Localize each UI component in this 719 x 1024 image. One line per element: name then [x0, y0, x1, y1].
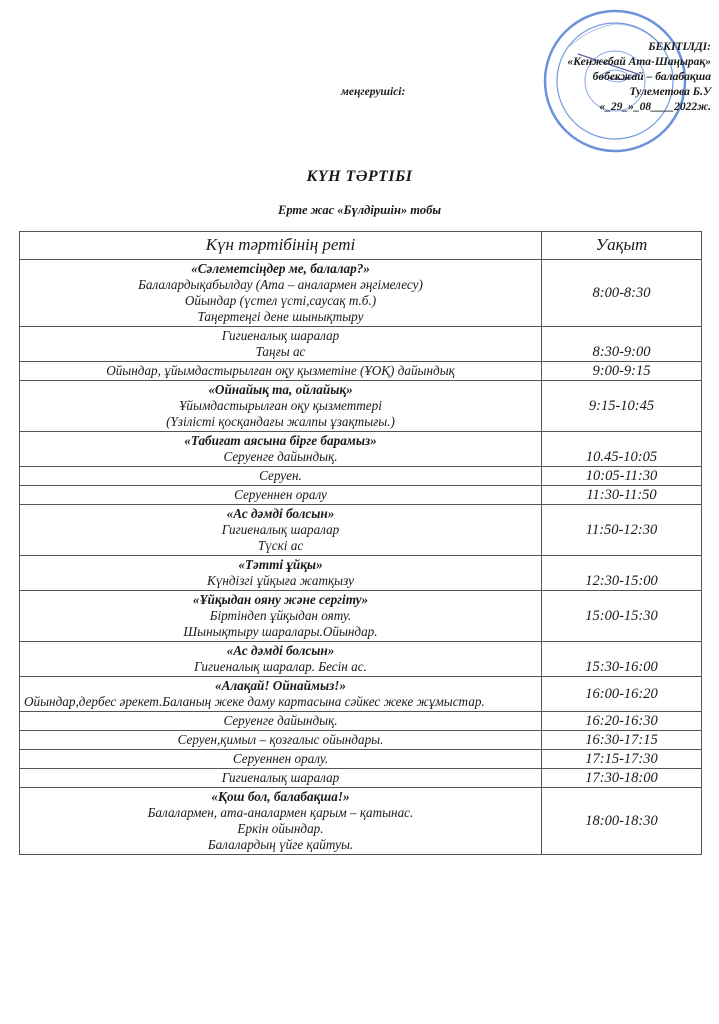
activity-cell [20, 260, 542, 327]
activity-cell [20, 432, 542, 467]
approval-head-line [341, 85, 711, 100]
time-cell: 15:30-16:00 [542, 642, 702, 677]
activity-line: Балалардықабылдау (Ата – аналармен әңгімелесу) [138, 277, 423, 292]
activity-line: (Үзілісті қосқандағы жалпы ұзақтығы.) [166, 414, 395, 429]
activity-line: Гигиеналық шаралар [221, 522, 340, 537]
activity-cell [20, 556, 542, 591]
activity-cell [20, 591, 542, 642]
approval-org-line2: бөбекжай – балабақша [592, 71, 711, 83]
activity-heading: «Ойнайық та, ойлайық» [208, 382, 353, 397]
time-cell: 11:50-12:30 [542, 505, 702, 556]
activity-line: Гигиеналық шаралар [221, 770, 340, 785]
table-row [20, 750, 702, 769]
time-cell: 8:30-9:00 [542, 327, 702, 362]
activity-line: Серуен,қимыл – қозғалыс ойындары. [177, 732, 384, 747]
time-cell: 18:00-18:30 [542, 788, 702, 855]
approval-org-line1: «Кенжебай Ата-Шаңырақ» [567, 56, 711, 68]
activity-cell [20, 677, 542, 712]
activity-cell [20, 731, 542, 750]
activity-line: Серуеннен оралу [234, 487, 327, 502]
time-cell: 15:00-15:30 [542, 591, 702, 642]
time-cell: 16:00-16:20 [542, 677, 702, 712]
activity-line: Шынықтыру шаралары.Ойындар. [183, 624, 378, 639]
activity-cell [20, 750, 542, 769]
activity-heading: «Сәлеметсіңдер ме, балалар?» [191, 261, 370, 276]
table-row [20, 467, 702, 486]
activity-line: Ойындар, ұйымдастырылған оқу қызметіне (ҰОҚ) дайындық [106, 363, 455, 378]
activity-line: Ойындар (үстел үсті,саусақ т.б.) [184, 293, 377, 308]
table-row [20, 381, 702, 432]
time-cell: 9:00-9:15 [542, 362, 702, 381]
table-row [20, 505, 702, 556]
time-cell: 8:00-8:30 [542, 260, 702, 327]
activity-line: Біртіндеп ұйқыдан ояту. [209, 608, 352, 623]
activity-cell [20, 327, 542, 362]
table-row [20, 432, 702, 467]
activity-line: Серуен. [259, 468, 302, 483]
activity-heading: «Табиғат аясына бірге барамыз» [184, 433, 377, 448]
activity-line: Балалардың үйге қайтуы. [207, 837, 354, 852]
time-cell: 16:20-16:30 [542, 712, 702, 731]
activity-cell [20, 712, 542, 731]
activity-cell [20, 486, 542, 505]
time-cell: 10:05-11:30 [542, 467, 702, 486]
table-row [20, 642, 702, 677]
activity-heading: «Алақай! Ойнаймыз!» [215, 678, 346, 693]
header-time: Уақыт [542, 232, 702, 260]
activity-cell [20, 505, 542, 556]
time-cell: 11:30-11:50 [542, 486, 702, 505]
activity-heading: «Ас дәмді болсын» [226, 506, 335, 521]
activity-cell [20, 642, 542, 677]
activity-line: Серуенге дайындық. [223, 449, 338, 464]
approval-head-name: Тулеметова Б.У [629, 86, 711, 98]
activity-cell [20, 788, 542, 855]
approval-date: «_29_»_08____2022ж. [599, 101, 711, 113]
activity-line: Күндізгі ұйқыға жатқызу [206, 573, 355, 588]
table-row [20, 556, 702, 591]
table-row [20, 362, 702, 381]
page-subtitle: Ерте жас «Бүлдіршін» тобы [277, 203, 441, 217]
table-row [20, 788, 702, 855]
activity-line: Таңғы ас [255, 344, 306, 359]
time-cell: 12:30-15:00 [542, 556, 702, 591]
approval-heading: БЕКІТІЛДІ: [648, 41, 711, 53]
activity-cell [20, 467, 542, 486]
schedule-rows [20, 260, 702, 855]
table-row [20, 486, 702, 505]
time-cell: 17:15-17:30 [542, 750, 702, 769]
schedule-table [19, 231, 702, 855]
activity-heading: «Қош бол, балабақша!» [211, 789, 350, 804]
activity-heading: «Ұйқыдан ояну және сергіту» [192, 592, 369, 607]
activity-line: Еркін ойындар. [237, 821, 324, 836]
activity-line: Түскі ас [257, 538, 304, 553]
time-cell: 9:15-10:45 [542, 381, 702, 432]
table-header-row [20, 232, 702, 260]
table-row [20, 327, 702, 362]
activity-heading: «Тәтті ұйқы» [238, 557, 323, 572]
activity-line: Ойындар,дербес әрекет.Баланың жеке даму картасына сәйкес жеке жұмыстар. [24, 694, 485, 709]
table-row [20, 731, 702, 750]
activity-line: Ұйымдастырылған оқу қызметтері [179, 398, 382, 413]
table-row [20, 591, 702, 642]
table-row [20, 712, 702, 731]
time-cell: 16:30-17:15 [542, 731, 702, 750]
time-cell: 10.45-10:05 [542, 432, 702, 467]
activity-heading: «Ас дәмді болсын» [226, 643, 335, 658]
activity-line: Гигиеналық шаралар [221, 328, 340, 343]
header-activity: Күн тәртібінің реті [20, 232, 542, 260]
activity-cell [20, 362, 542, 381]
activity-line: Серуенге дайындық. [223, 713, 338, 728]
table-row [20, 260, 702, 327]
activity-line: Гигиеналық шаралар. Бесін ас. [194, 659, 367, 674]
activity-cell [20, 769, 542, 788]
approval-head-label: меңгерушісі: [341, 86, 406, 98]
table-row [20, 677, 702, 712]
table-row [20, 769, 702, 788]
page-title: КҮН ТӘРТІБІ [306, 168, 413, 185]
approval-block [341, 40, 711, 115]
time-cell: 17:30-18:00 [542, 769, 702, 788]
activity-line: Серуеннен оралу. [232, 751, 329, 766]
activity-line: Балалармен, ата-аналармен қарым – қатынас. [147, 805, 414, 820]
activity-cell [20, 381, 542, 432]
activity-line: Таңертеңгі дене шынықтыру [197, 309, 364, 324]
